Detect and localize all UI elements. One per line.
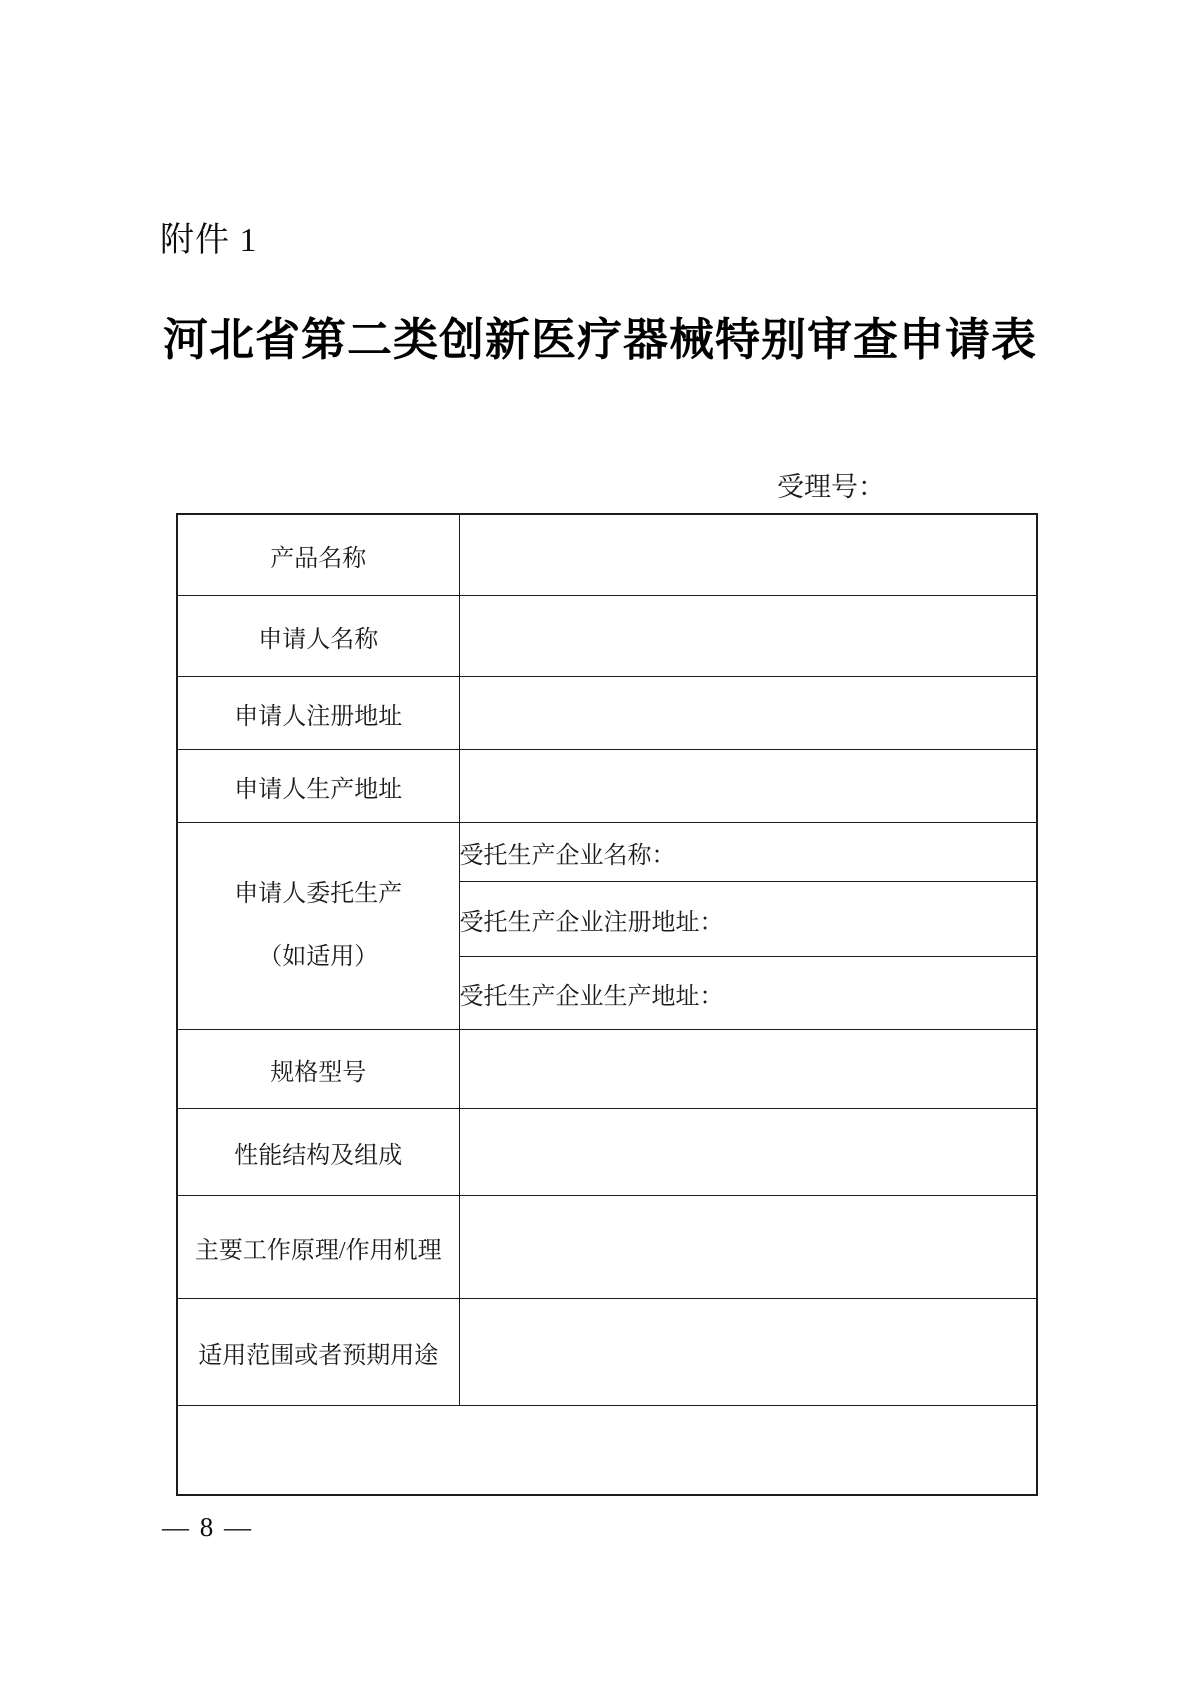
table-row-applicant-registered-address xyxy=(177,677,1037,750)
applicant-registered-address-value-cell xyxy=(459,677,1037,750)
performance-structure-label: 性能结构及组成 xyxy=(177,1109,459,1196)
table-row-intended-use xyxy=(177,1299,1037,1406)
working-principle-label: 主要工作原理/作用机理 xyxy=(177,1196,459,1299)
table-row-empty xyxy=(177,1406,1037,1496)
table-row-specifications xyxy=(177,1030,1037,1109)
entrusted-enterprise-registered-address-label: 受托生产企业注册地址： xyxy=(459,882,1037,957)
table-row-applicant-name xyxy=(177,596,1037,677)
specifications-value-cell xyxy=(459,1030,1037,1109)
table-row-applicant-production-address xyxy=(177,750,1037,823)
applicant-name-label: 申请人名称 xyxy=(177,596,459,677)
intended-use-label: 适用范围或者预期用途 xyxy=(177,1299,459,1406)
entrusted-production-label-line1: 申请人委托生产 xyxy=(234,881,403,908)
entrusted-production-label-line2: （如适用） xyxy=(258,944,379,970)
product-name-label: 产品名称 xyxy=(177,514,459,596)
applicant-production-address-label: 申请人生产地址 xyxy=(177,750,459,823)
empty-bottom-cell xyxy=(177,1406,1037,1496)
page-number: — 8 — xyxy=(162,1512,253,1542)
applicant-name-value-cell xyxy=(459,596,1037,677)
application-form-table xyxy=(176,513,1038,1496)
table-row-working-principle xyxy=(177,1196,1037,1299)
entrusted-enterprise-production-address-label: 受托生产企业生产地址： xyxy=(459,957,1037,1030)
table-row-product-name xyxy=(177,514,1037,596)
specifications-label: 规格型号 xyxy=(177,1030,459,1109)
working-principle-value-cell xyxy=(459,1196,1037,1299)
applicant-registered-address-label: 申请人注册地址 xyxy=(177,677,459,750)
table-row-performance-structure xyxy=(177,1109,1037,1196)
performance-structure-value-cell xyxy=(459,1109,1037,1196)
entrusted-production-label xyxy=(177,823,459,1030)
table-row-entrusted-production xyxy=(177,823,1037,882)
intended-use-value-cell xyxy=(459,1299,1037,1406)
acceptance-number-label: 受理号： xyxy=(777,472,885,502)
product-name-value-cell xyxy=(459,514,1037,596)
applicant-production-address-value-cell xyxy=(459,750,1037,823)
attachment-label: 附件 1 xyxy=(160,222,258,259)
entrusted-enterprise-name-label: 受托生产企业名称： xyxy=(459,823,1037,882)
page-title: 河北省第二类创新医疗器械特别审查申请表 xyxy=(162,315,1037,365)
